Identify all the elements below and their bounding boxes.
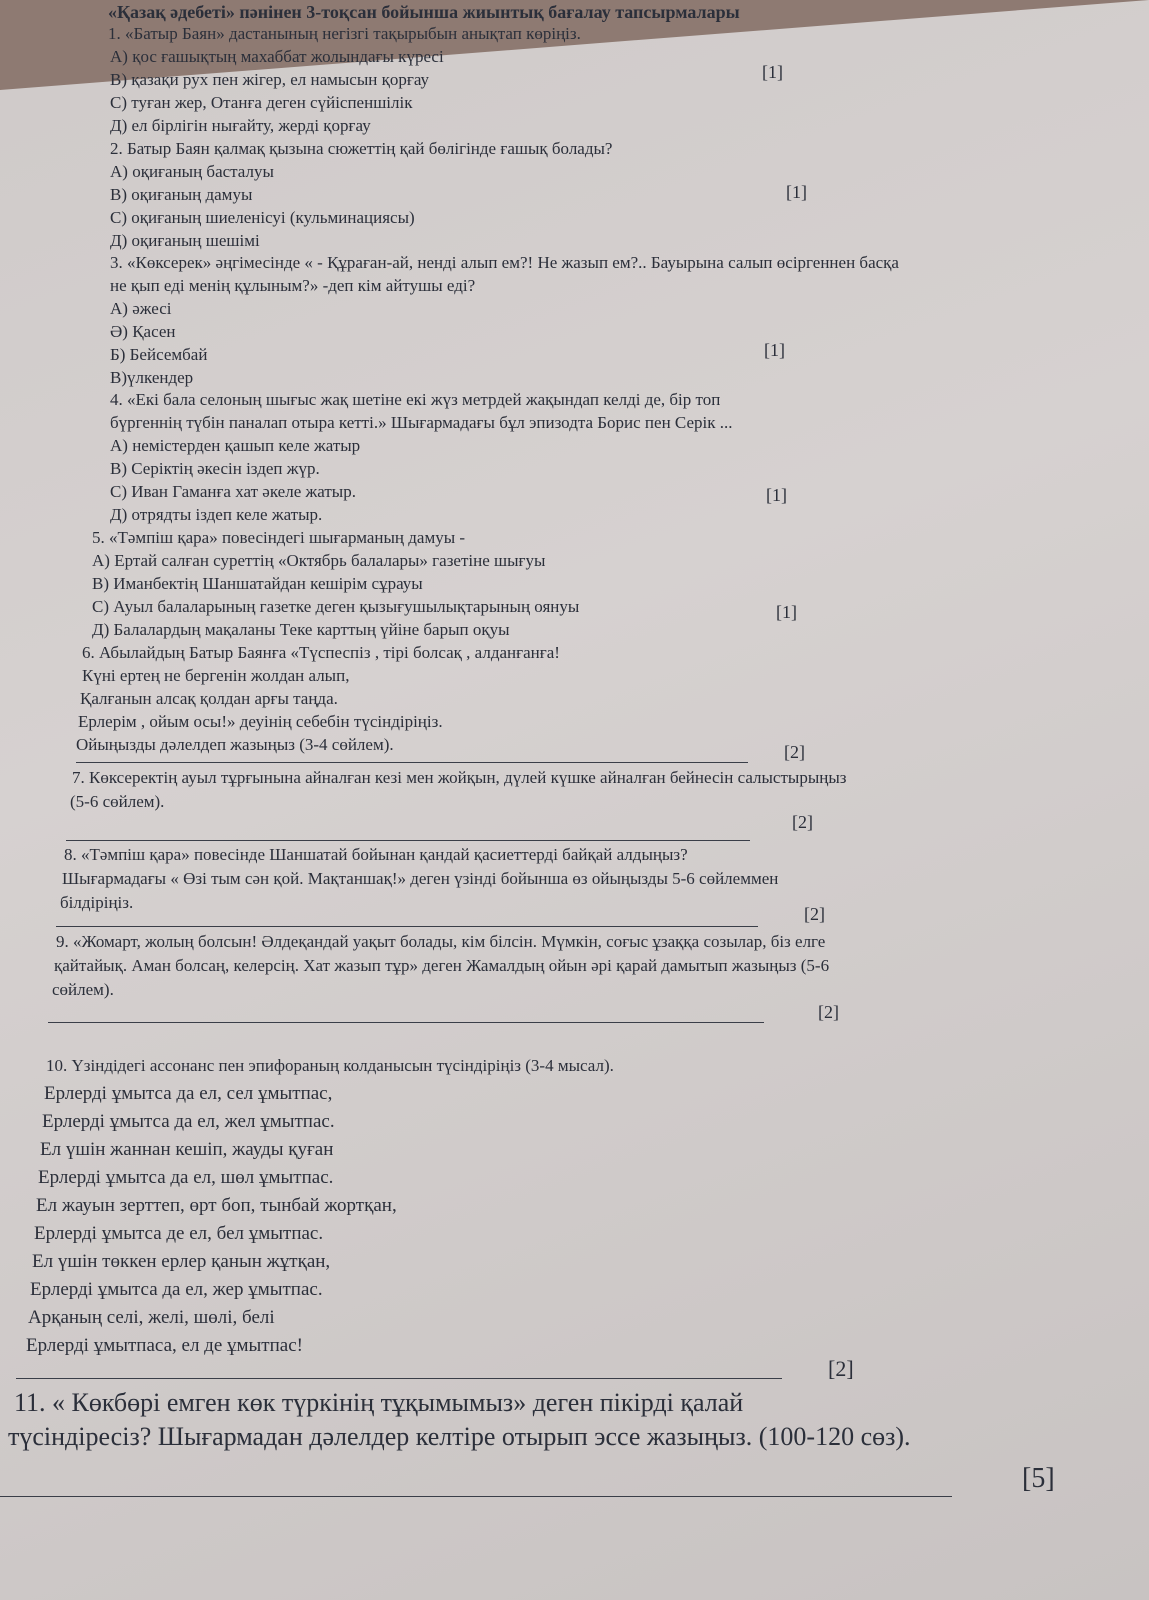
q9-mark: [2] [818,1002,839,1022]
worksheet-title: «Қазақ әдебеті» пәнінен 3-тоқсан бойынша жиынтық бағалау тапсырмалары [108,2,740,22]
q5-option-c: С) Ауыл балаларының газетке деген қызығушылықтарының оянуы [92,597,580,616]
q7-answer-line [66,840,750,841]
question-7-line-2: (5-6 сөйлем). [70,792,165,811]
q1-mark: [1] [762,62,783,82]
q11-answer-line [0,1496,952,1497]
q6-answer-line [76,762,748,763]
q9-answer-line [48,1022,764,1023]
poem-line: Ел үшін жаннан кешіп, жауды қуған [40,1139,334,1160]
q5-option-a: А) Ертай салған суреттің «Октябрь балалары» газетіне шығуы [92,551,546,570]
q11-mark: [5] [1022,1463,1055,1494]
q3-option-c: Б) Бейсембай [110,345,208,364]
poem-line: Ел үшін төккен ерлер қанын жұтқан, [32,1251,331,1272]
q6-mark: [2] [784,742,805,762]
question-6-line-3: Қалғанын алсақ қолдан арғы таңда. [80,689,338,708]
question-1: 1. «Батыр Баян» дастанының негізгі тақырыбын анықтап көріңіз. [108,24,581,43]
question-9-line-2: қайтайық. Аман болсаң, келерсің. Хат жазып тұр» деген Жамалдың ойын әрі қарай дамытып жазыңыз (5-6 [54,956,830,975]
q2-option-c: С) оқиғаның шиеленісуі (кульминациясы) [110,208,415,227]
q4-option-b: В) Серіктің әкесін іздеп жүр. [110,459,320,478]
q3-option-a: А) әжесі [110,299,172,318]
q5-option-d: Д) Балалардың мақаланы Теке карттың үйіне барып оқуы [92,620,510,639]
poem-line: Арқаның селі, желі, шөлі, белі [28,1307,275,1328]
question-9-line-3: сөйлем). [52,980,114,999]
question-8-line-1: 8. «Тәмпіш қара» повесінде Шаншатай бойынан қандай қасиеттерді байқай алдыңыз? [64,845,688,864]
q1-option-d: Д) ел бірлігін нығайту, жерді қорғау [110,116,371,135]
q2-option-a: А) оқиғаның басталуы [110,162,274,181]
question-6-line-4: Ерлерім , ойым осы!» деуінің себебін түсіндіріңіз. [78,712,443,731]
q4-option-c: С) Иван Гаманға хат әкеле жатыр. [110,482,356,501]
question-2: 2. Батыр Баян қалмақ қызына сюжеттің қай бөлігінде ғашық болады? [110,139,613,158]
q3-mark: [1] [764,340,785,360]
q8-mark: [2] [804,904,825,924]
poem-line: Ерлерді ұмытса да ел, сел ұмытпас, [44,1083,333,1104]
q7-mark: [2] [792,812,813,832]
poem-line: Ерлерді ұмытса да ел, жер ұмытпас. [30,1279,323,1300]
question-6-line-2: Күні ертең не бергенін жолдан алып, [82,666,350,685]
question-11-line-2: түсіндіресіз? Шығармадан дәлелдер келтіре отырып эссе жазыңыз. (100-120 сөз). [8,1422,911,1451]
question-4-line-1: 4. «Екі бала селоның шығыс жақ шетіне екі жүз метрдей жақындап келді де, бір топ [110,390,721,409]
q1-option-c: С) туған жер, Отанға деген сүйіспеншілік [110,93,413,112]
q2-option-d: Д) оқиғаның шешімі [110,231,260,250]
question-5: 5. «Тәмпіш қара» повесіндегі шығарманың дамуы - [92,528,466,547]
poem-line: Ерлерді ұмытса да ел, жел ұмытпас. [42,1111,335,1132]
q10-answer-line [16,1378,782,1379]
question-8-line-2: Шығармадағы « Өзі тым сән қой. Мақтаншақ!» деген үзінді бойынша өз ойыңызды 5-6 сөйлеммен [62,869,779,888]
question-3-line-1: 3. «Көксерек» әңгімесінде « - Құраған-ай, ненді алып ем?! Не жазып ем?.. Бауырына салып өсіргеннен басқа [110,253,899,272]
q1-option-b: В) қазақи рух пен жігер, ел намысын қорғау [110,70,430,89]
question-10: 10. Үзіндідегі ассонанс пен эпифораның колданысын түсіндіріңіз (3-4 мысал). [46,1056,614,1075]
question-3-line-2: не қып еді менің құлыным?» -деп кім айтушы еді? [110,276,476,295]
q5-mark: [1] [776,602,797,622]
poem-line: Ел жауын зерттеп, өрт боп, тынбай жортқан, [36,1195,397,1216]
q4-mark: [1] [766,485,787,505]
q5-option-b: В) Иманбектің Шаншатайдан кешірім сұрауы [92,574,423,593]
q10-mark: [2] [828,1356,854,1381]
q4-option-d: Д) отрядты іздеп келе жатыр. [110,505,323,524]
question-6-line-1: 6. Абылайдың Батыр Баянға «Түспеспіз , тірі болсақ , алданғанға! [82,643,560,662]
poem-line: Ерлерді ұмытса де ел, бел ұмытпас. [34,1223,324,1244]
question-8-line-3: білдіріңіз. [60,893,134,912]
q3-option-d: В)үлкендер [110,368,194,387]
question-11-line-1: 11. « Көкбөрі емген көк түркінің тұқымымыз» деген пікірді қалай [14,1388,744,1417]
q2-mark: [1] [786,182,807,202]
q8-answer-line [56,926,758,927]
poem-line: Ерлерді ұмытса да ел, шөл ұмытпас. [38,1167,334,1188]
question-9-line-1: 9. «Жомарт, жолың болсын! Әлдеқандай уақыт болады, кім білсін. Мүмкін, соғыс ұзаққа созылар, біз елге [56,932,826,951]
q1-option-a: А) қос ғашықтың махаббат жолындағы күресі [110,47,444,66]
q4-option-a: А) немістерден қашып келе жатыр [110,436,361,455]
q2-option-b: В) оқиғаның дамуы [110,185,253,204]
poem-line: Ерлерді ұмытпаса, ел де ұмытпас! [26,1335,303,1356]
question-6-line-5: Ойыңызды дәлелдеп жазыңыз (3-4 сөйлем). [76,735,394,754]
question-4-line-2: бүргеннің түбін паналап отыра кетті.» Шығармадағы бұл эпизодта Борис пен Серік ... [110,413,733,432]
q3-option-b: Ә) Қасен [110,322,176,341]
question-7-line-1: 7. Көксеректің ауыл тұрғынына айналған кезі мен жойқын, дүлей күшке айналған бейнесін салыстырыңыз [72,768,847,787]
